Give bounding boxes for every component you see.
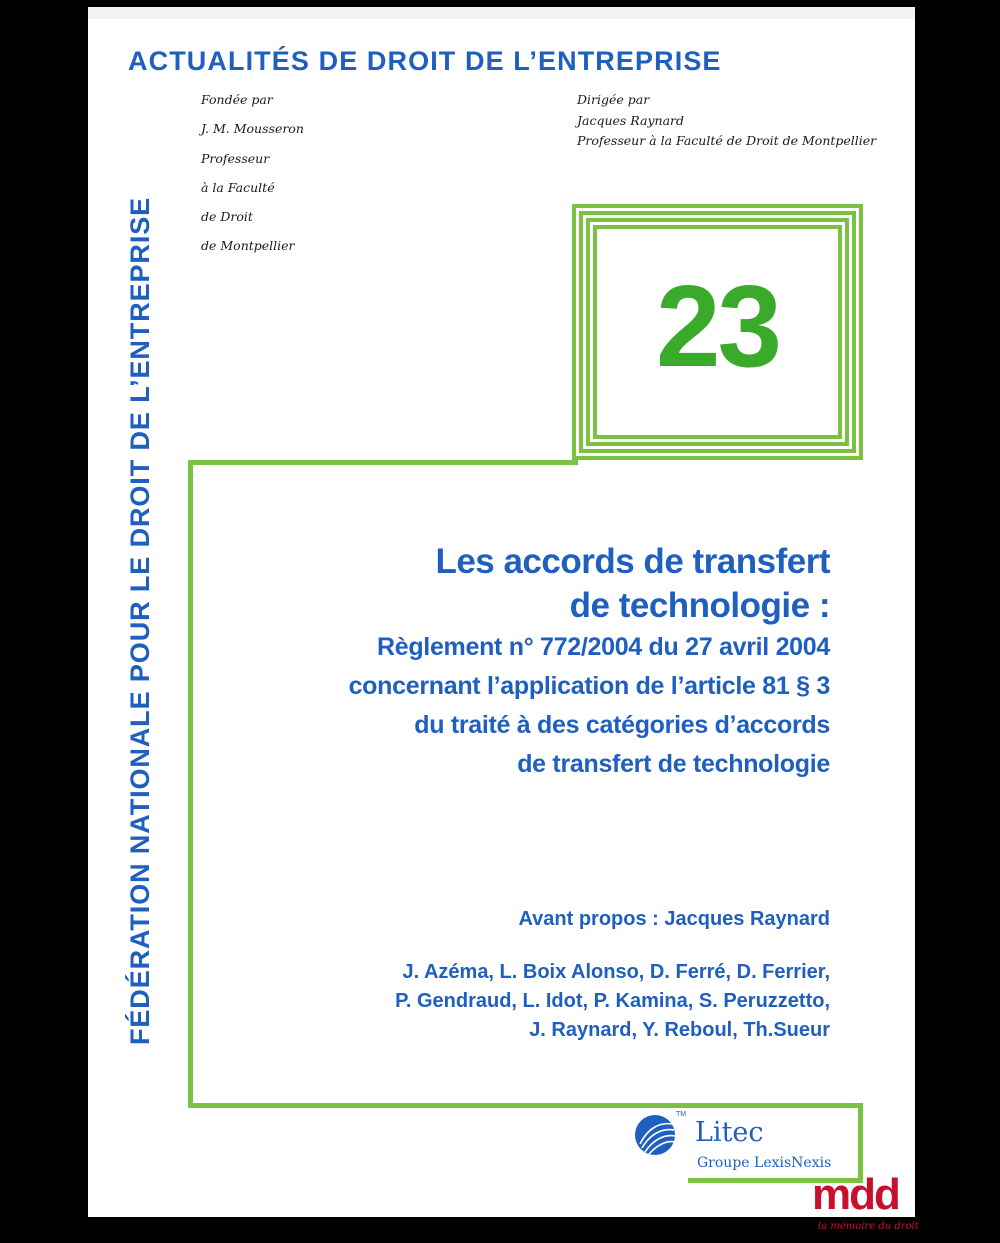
director-block — [577, 92, 876, 154]
director-line: Dirigée par — [577, 92, 650, 107]
book-subtitle-line: du traité à des catégories d’accords — [414, 711, 830, 739]
director-line: Professeur à la Faculté de Droit de Montpellier — [577, 133, 877, 148]
founder-block — [201, 92, 304, 268]
volume-number: 23 — [655, 261, 780, 391]
founder-line: de Droit — [201, 209, 253, 225]
book-subtitle-line: concernant l’application de l’article 81 § 3 — [348, 672, 830, 700]
scan-edge-left — [0, 0, 88, 1243]
founder-line: J. M. Mousseron — [201, 121, 304, 137]
frame-line-top — [188, 460, 578, 465]
trademark-mark: TM — [676, 1111, 687, 1118]
authors-line: P. Gendraud, L. Idot, P. Kamina, S. Peruzzetto, — [395, 990, 830, 1012]
scan-edge-right — [915, 0, 1000, 1243]
founder-line: à la Faculté — [201, 179, 275, 195]
mdd-watermark — [812, 1170, 920, 1243]
publisher-name: Litec — [695, 1117, 764, 1148]
volume-frame — [572, 204, 863, 460]
avant-propos: Avant propos : Jacques Raynard — [518, 908, 830, 930]
founder-line: de Montpellier — [201, 238, 295, 254]
book-subtitle-line: Règlement n° 772/2004 du 27 avril 2004 — [376, 633, 830, 661]
authors-block — [395, 958, 830, 1045]
mdd-watermark-letters: mdd — [812, 1170, 899, 1219]
founder-line: Fondée par — [201, 92, 273, 107]
book-title-line: Les accords de transfert — [435, 542, 830, 581]
scan-edge-top — [0, 0, 1000, 7]
book-subtitle-line: de transfert de technologie — [517, 750, 830, 778]
authors-line: J. Raynard, Y. Reboul, Th.Sueur — [529, 1019, 830, 1041]
authors-line: J. Azéma, L. Boix Alonso, D. Ferré, D. Ferrier, — [402, 961, 830, 983]
book-title-block — [349, 540, 830, 784]
founder-line: Professeur — [201, 150, 270, 166]
scan-edge-shadow — [88, 7, 915, 19]
book-title-line: de technologie : — [569, 586, 830, 625]
series-title: ACTUALITÉS DE DROIT DE L’ENTREPRISE — [128, 46, 722, 76]
lexisnexis-globe-icon — [634, 1114, 676, 1156]
publisher-group: Groupe LexisNexis — [697, 1155, 832, 1171]
frame-line-left — [188, 460, 193, 1108]
federation-vertical-title: FÉDÉRATION NATIONALE POUR LE DROIT DE L’ENTREPRISE — [125, 196, 155, 1045]
scan-edge-bottom — [88, 1217, 915, 1243]
director-line: Jacques Raynard — [577, 112, 684, 128]
frame-line-bottom — [188, 1103, 863, 1108]
mdd-watermark-tagline: la mémoire du droit — [815, 1220, 922, 1233]
